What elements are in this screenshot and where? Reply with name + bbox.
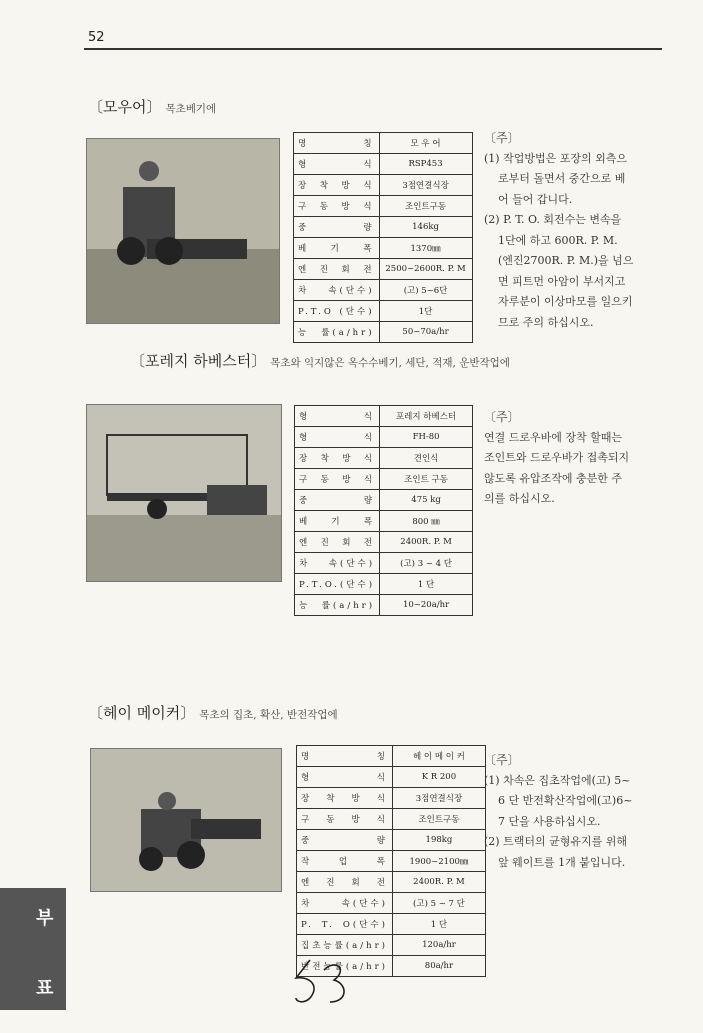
spec-key: 명 칭 bbox=[297, 746, 393, 767]
note-line: 않도록 유압조작에 충분한 주 bbox=[484, 471, 623, 485]
spec-value: FH-80 bbox=[380, 427, 473, 448]
spec-row bbox=[294, 154, 473, 175]
note-line: 로부터 돌면서 중간으로 베 bbox=[484, 172, 626, 185]
note-line: 면 피트먼 아암이 부서지고 bbox=[484, 274, 626, 288]
haymaker-photo bbox=[90, 748, 282, 892]
spec-row bbox=[297, 851, 486, 872]
spec-key: 장 착 방 식 bbox=[297, 788, 393, 809]
spec-value: 2400R. P. M bbox=[392, 872, 485, 893]
spec-key: 중 량 bbox=[297, 830, 393, 851]
handwritten-53-drawing bbox=[290, 952, 360, 1012]
note-line: 앞 웨이트를 1개 붙입니다. bbox=[484, 855, 626, 869]
spec-key: 작 업 폭 bbox=[297, 851, 393, 872]
spec-row bbox=[297, 893, 486, 914]
spec-value: 헤 이 메 이 커 bbox=[392, 746, 485, 767]
spec-value: RSP453 bbox=[379, 154, 472, 175]
spec-row bbox=[295, 406, 473, 427]
note-line: 자루분이 이상마모를 일으키 bbox=[484, 295, 633, 308]
spec-key: 엔 진 회 전 bbox=[297, 872, 393, 893]
spec-row bbox=[295, 595, 473, 616]
haymaker-spec-table bbox=[296, 745, 486, 977]
spec-value: 1 단 bbox=[380, 574, 473, 595]
spec-value: 모 우 어 bbox=[379, 133, 472, 154]
spec-row bbox=[297, 809, 486, 830]
spec-key: 베 기 폭 bbox=[294, 238, 380, 259]
spec-value: (고) 3 ~ 4 단 bbox=[380, 553, 473, 574]
note-line: (1) 차속은 집초작업에(고) 5~ bbox=[484, 773, 631, 787]
spec-value: 120a/hr bbox=[392, 935, 485, 956]
spec-row bbox=[294, 301, 473, 322]
spec-value: 800 ㎜ bbox=[380, 511, 473, 532]
spec-key: 형 식 bbox=[295, 406, 380, 427]
spec-value: 1단 bbox=[379, 301, 472, 322]
note-line: 어 들어 갑니다. bbox=[484, 192, 573, 206]
note-line: 1단에 하고 600R. P. M. bbox=[484, 233, 618, 247]
spec-row bbox=[295, 448, 473, 469]
spec-key: 엔 진 회 전 bbox=[295, 532, 380, 553]
spec-key: P.T.O (단수) bbox=[294, 301, 380, 322]
spec-value: 3점연결식장 bbox=[392, 788, 485, 809]
page-number: 52 bbox=[88, 30, 105, 45]
haymaker-photo-illustration bbox=[91, 749, 281, 891]
note-line: (엔진2700R. P. M.)을 넘으 bbox=[484, 254, 634, 267]
spec-key: P. T. O(단수) bbox=[297, 914, 393, 935]
spec-value: 2400R. P. M bbox=[380, 532, 473, 553]
spec-row bbox=[294, 322, 473, 343]
spec-row bbox=[297, 746, 486, 767]
spec-key: P.T.O.(단수) bbox=[295, 574, 380, 595]
spec-value: 조인트 구동 bbox=[380, 469, 473, 490]
spec-row bbox=[295, 511, 473, 532]
spec-row bbox=[297, 767, 486, 788]
mower-photo-illustration bbox=[87, 139, 279, 323]
note-line: 7 단을 사용하십시오. bbox=[484, 814, 601, 828]
section-title: 〔헤이 메이커〕 bbox=[88, 704, 196, 722]
spec-value: (고) 5~6단 bbox=[379, 280, 472, 301]
note-line: 연결 드로우바에 장착 할때는 bbox=[484, 430, 623, 444]
spec-value: 1 단 bbox=[392, 914, 485, 935]
note-line: 므로 주의 하십시오. bbox=[484, 315, 594, 329]
spec-value: 조인트구동 bbox=[379, 196, 472, 217]
spec-key: 형 식 bbox=[295, 427, 380, 448]
mower-spec-table bbox=[293, 132, 473, 343]
spec-key: 장 착 방 식 bbox=[294, 175, 380, 196]
spec-row bbox=[294, 280, 473, 301]
mower-photo bbox=[86, 138, 280, 324]
spec-value: 198kg bbox=[392, 830, 485, 851]
spec-key: 집초능률(a/hr) bbox=[297, 935, 393, 956]
spec-value: 80a/hr bbox=[392, 956, 485, 977]
spec-value: 포레지 하베스터 bbox=[380, 406, 473, 427]
section-harvester-heading bbox=[130, 350, 510, 371]
spec-key: 능 률(a/hr) bbox=[295, 595, 380, 616]
header-rule bbox=[84, 48, 662, 50]
section-title: 〔포레지 하베스터〕 bbox=[130, 352, 267, 370]
note-head: 〔주〕 bbox=[484, 131, 520, 145]
spec-value: 1370㎜ bbox=[379, 238, 472, 259]
handwritten-page-mark bbox=[290, 952, 360, 1016]
spec-row bbox=[294, 238, 473, 259]
section-haymaker-heading bbox=[88, 702, 338, 723]
spec-key: 엔 진 회 전 bbox=[294, 259, 380, 280]
harvester-photo bbox=[86, 404, 282, 582]
spec-row bbox=[297, 788, 486, 809]
spec-key: 차 속(단수) bbox=[297, 893, 393, 914]
spec-key: 구 동 방 식 bbox=[297, 809, 393, 830]
spec-value: 3점연결식장 bbox=[379, 175, 472, 196]
spec-value: 475 kg bbox=[380, 490, 473, 511]
note-line: 의를 하십시오. bbox=[484, 492, 555, 505]
spec-key: 차 속(단수) bbox=[294, 280, 380, 301]
spec-row bbox=[297, 872, 486, 893]
spec-value: 1900~2100㎜ bbox=[392, 851, 485, 872]
spec-key: 구 동 방 식 bbox=[294, 196, 380, 217]
spec-key: 명 칭 bbox=[294, 133, 380, 154]
note-line: (2) P. T. O. 회전수는 변속을 bbox=[484, 213, 622, 226]
note-head: 〔주〕 bbox=[484, 753, 520, 767]
spec-row bbox=[295, 490, 473, 511]
side-tab-char: 부 bbox=[36, 908, 54, 929]
harvester-note bbox=[484, 407, 669, 510]
spec-key: 차 속(단수) bbox=[295, 553, 380, 574]
section-subtitle: 목초의 집초, 확산, 반전작업에 bbox=[199, 709, 338, 721]
spec-value: (고) 5 ~ 7 단 bbox=[392, 893, 485, 914]
section-subtitle: 목초와 익지않은 옥수수베기, 세단, 적재, 운반작업에 bbox=[270, 357, 510, 369]
spec-row bbox=[297, 914, 486, 935]
spec-value: 10~20a/hr bbox=[380, 595, 473, 616]
spec-row bbox=[294, 133, 473, 154]
spec-row bbox=[294, 175, 473, 196]
note-head: 〔주〕 bbox=[484, 410, 520, 424]
spec-value: 견인식 bbox=[380, 448, 473, 469]
haymaker-note bbox=[484, 750, 674, 873]
spec-key: 형 식 bbox=[294, 154, 380, 175]
spec-key: 장 착 방 식 bbox=[295, 448, 380, 469]
note-line: 조인트와 드로우바가 접촉되지 bbox=[484, 451, 630, 464]
spec-value: K R 200 bbox=[392, 767, 485, 788]
appendix-side-tab bbox=[0, 888, 66, 1010]
spec-row bbox=[295, 553, 473, 574]
section-mower-heading bbox=[88, 96, 216, 117]
note-line: (2) 트랙터의 균형유지를 위해 bbox=[484, 835, 627, 848]
spec-key: 중 량 bbox=[295, 490, 380, 511]
spec-key: 능 률(a/hr) bbox=[294, 322, 380, 343]
harvester-photo-illustration bbox=[87, 405, 281, 581]
note-line: 6 단 반전확산작업에(고)6~ bbox=[484, 794, 633, 807]
spec-row bbox=[295, 574, 473, 595]
spec-value: 50~70a/hr bbox=[379, 322, 472, 343]
spec-key: 구 동 방 식 bbox=[295, 469, 380, 490]
spec-key: 반전능률(a/hr) bbox=[297, 956, 393, 977]
spec-row bbox=[294, 217, 473, 238]
spec-row bbox=[294, 196, 473, 217]
spec-row bbox=[297, 830, 486, 851]
spec-key: 형 식 bbox=[297, 767, 393, 788]
spec-row bbox=[295, 532, 473, 553]
spec-value: 조인트구동 bbox=[392, 809, 485, 830]
spec-value: 2500~2600R. P. M bbox=[379, 259, 472, 280]
section-title: 〔모우어〕 bbox=[88, 98, 162, 116]
harvester-spec-table bbox=[294, 405, 473, 616]
spec-row bbox=[294, 259, 473, 280]
spec-value: 146kg bbox=[379, 217, 472, 238]
side-tab-char: 표 bbox=[36, 978, 54, 999]
spec-row bbox=[295, 427, 473, 448]
mower-note bbox=[484, 128, 669, 333]
spec-key: 베 기 폭 bbox=[295, 511, 380, 532]
spec-key: 중 량 bbox=[294, 217, 380, 238]
note-line: (1) 작업방법은 포장의 외측으 bbox=[484, 151, 627, 165]
section-subtitle: 목초베기에 bbox=[165, 103, 217, 115]
spec-row bbox=[295, 469, 473, 490]
